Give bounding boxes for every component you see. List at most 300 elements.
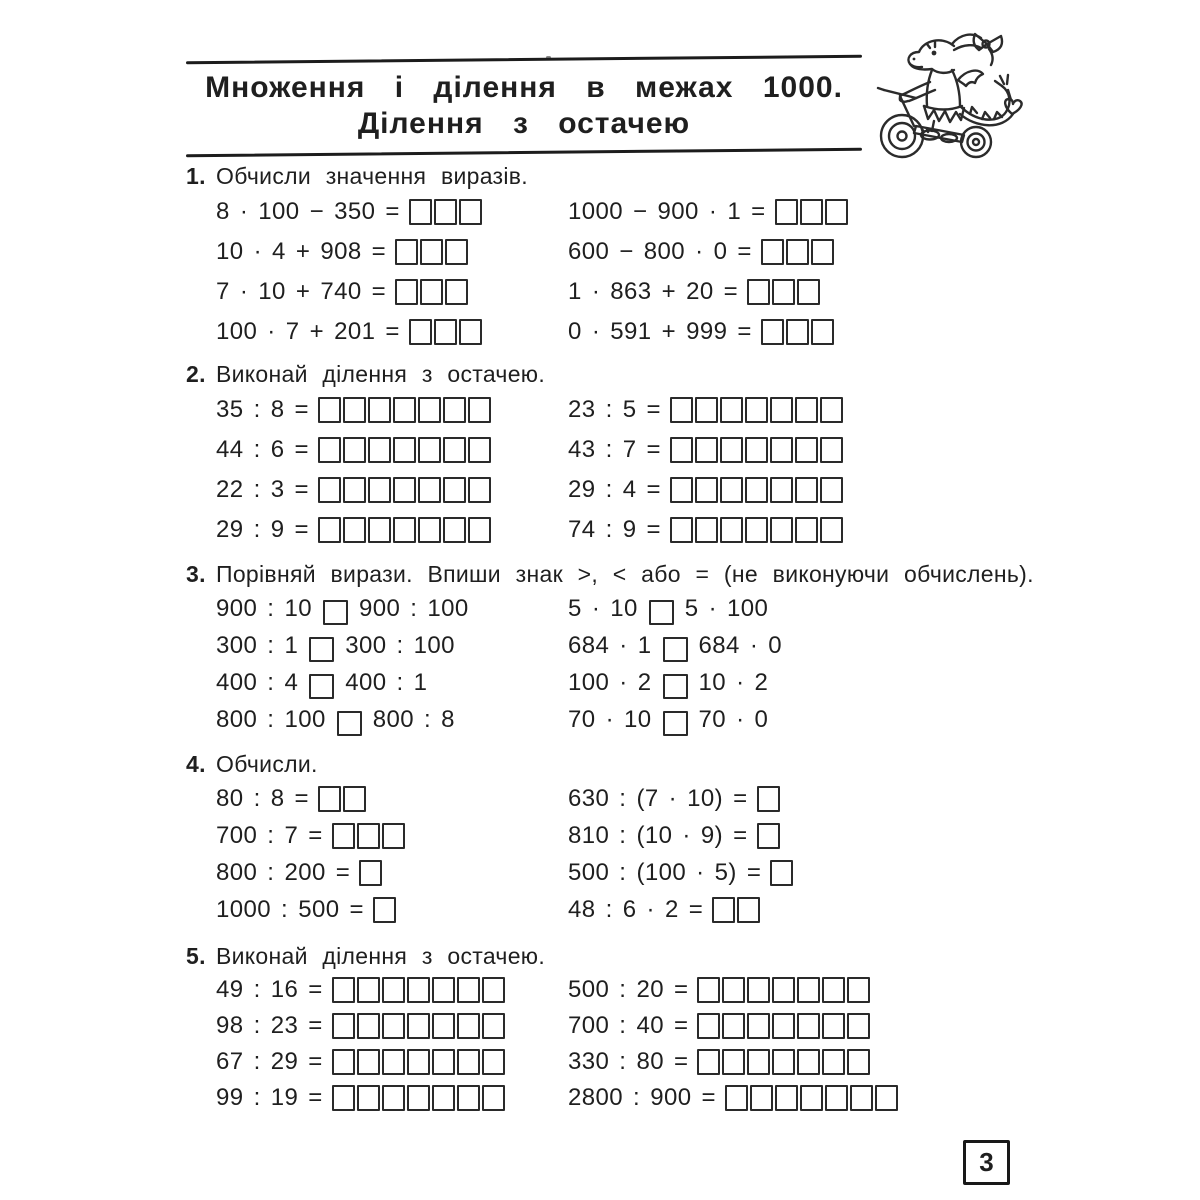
answer-box[interactable] <box>443 397 466 423</box>
answer-box[interactable] <box>695 517 718 543</box>
page-number-box <box>963 1140 1010 1185</box>
answer-box[interactable] <box>418 517 441 543</box>
exercise-right-cell <box>568 238 1066 266</box>
answer-box[interactable] <box>332 977 355 1003</box>
answer-boxes <box>332 1013 505 1039</box>
answer-box[interactable] <box>697 1013 720 1039</box>
answer-box[interactable] <box>373 897 396 923</box>
answer-box[interactable] <box>332 1049 355 1075</box>
answer-box[interactable] <box>318 786 341 812</box>
expression-text: 630 : (7 · 10) = <box>568 784 748 812</box>
exercise-left-cell <box>216 1048 568 1076</box>
answer-box[interactable] <box>797 1049 820 1075</box>
answer-boxes <box>318 397 491 423</box>
answer-box[interactable] <box>343 517 366 543</box>
comparison-box[interactable] <box>323 600 348 625</box>
answer-box[interactable] <box>747 279 770 305</box>
answer-box[interactable] <box>720 397 743 423</box>
answer-boxes <box>712 897 760 923</box>
answer-boxes <box>332 1049 505 1075</box>
answer-box[interactable] <box>468 437 491 463</box>
answer-box[interactable] <box>772 279 795 305</box>
answer-box[interactable] <box>770 397 793 423</box>
expression-text: 1000 : 500 = <box>216 895 364 923</box>
answer-box[interactable] <box>482 977 505 1003</box>
section-number: 3. <box>186 561 206 587</box>
answer-boxes <box>697 1013 870 1039</box>
page-title-line1: Множення і ділення в межах 1000. <box>205 71 843 104</box>
answer-box[interactable] <box>332 823 355 849</box>
answer-boxes <box>761 239 834 265</box>
answer-boxes <box>332 1085 505 1111</box>
answer-box[interactable] <box>382 1013 405 1039</box>
answer-box[interactable] <box>459 199 482 225</box>
section-1 <box>186 162 1066 352</box>
exercise-left-cell <box>216 436 568 464</box>
comparison-box[interactable] <box>663 711 688 736</box>
answer-box[interactable] <box>722 977 745 1003</box>
answer-boxes <box>775 199 848 225</box>
expression-text: 22 : 3 = <box>216 476 309 503</box>
answer-box[interactable] <box>712 897 735 923</box>
exercise-row <box>186 972 1066 1008</box>
answer-box[interactable] <box>409 319 432 345</box>
expression-text: 0 · 591 + 999 = <box>568 318 752 345</box>
section-header <box>186 942 1066 970</box>
answer-box[interactable] <box>432 1049 455 1075</box>
answer-box[interactable] <box>393 517 416 543</box>
comparison-box[interactable] <box>309 637 334 662</box>
answer-box[interactable] <box>382 977 405 1003</box>
section-title: Обчисли значення виразів. <box>216 163 528 189</box>
answer-box[interactable] <box>795 517 818 543</box>
answer-box[interactable] <box>797 977 820 1003</box>
answer-boxes <box>395 279 468 305</box>
answer-box[interactable] <box>770 517 793 543</box>
exercise-row <box>186 780 1066 817</box>
section-3 <box>186 560 1066 738</box>
answer-box[interactable] <box>418 477 441 503</box>
exercise-right-cell <box>568 785 1066 813</box>
exercise-row <box>186 1008 1066 1044</box>
answer-boxes <box>670 517 843 543</box>
answer-box[interactable] <box>847 977 870 1003</box>
comparison-box[interactable] <box>309 674 334 699</box>
exercise-right-cell <box>568 822 1066 850</box>
answer-box[interactable] <box>357 1085 380 1111</box>
answer-box[interactable] <box>432 977 455 1003</box>
title-block <box>186 58 862 154</box>
answer-box[interactable] <box>695 477 718 503</box>
section-2 <box>186 360 1066 550</box>
answer-box[interactable] <box>318 477 341 503</box>
answer-box[interactable] <box>357 1013 380 1039</box>
exercise-left-cell <box>216 198 568 226</box>
answer-box[interactable] <box>800 199 823 225</box>
answer-box[interactable] <box>482 1013 505 1039</box>
answer-box[interactable] <box>368 517 391 543</box>
answer-box[interactable] <box>786 319 809 345</box>
comparison-box[interactable] <box>649 600 674 625</box>
answer-box[interactable] <box>745 517 768 543</box>
section-number: 4. <box>186 751 206 777</box>
answer-box[interactable] <box>457 1013 480 1039</box>
answer-box[interactable] <box>468 397 491 423</box>
exercise-row <box>186 817 1066 854</box>
exercise-left-cell <box>216 238 568 266</box>
section-header <box>186 750 1066 778</box>
dragon-on-scooter-icon <box>864 26 1042 162</box>
answer-box[interactable] <box>811 319 834 345</box>
answer-boxes <box>318 477 491 503</box>
answer-box[interactable] <box>395 279 418 305</box>
answer-box[interactable] <box>670 397 693 423</box>
expression-text: 600 − 800 · 0 = <box>568 238 752 265</box>
answer-box[interactable] <box>445 239 468 265</box>
expression-right: 5 · 100 <box>684 594 769 622</box>
answer-boxes <box>697 1049 870 1075</box>
answer-box[interactable] <box>722 1013 745 1039</box>
answer-box[interactable] <box>382 1085 405 1111</box>
answer-box[interactable] <box>745 397 768 423</box>
exercise-left-cell <box>216 669 568 697</box>
expression-text: 2800 : 900 = <box>568 1084 716 1111</box>
answer-box[interactable] <box>443 477 466 503</box>
answer-box[interactable] <box>670 477 693 503</box>
answer-boxes <box>395 239 468 265</box>
section-header <box>186 360 1066 388</box>
answer-box[interactable] <box>697 1049 720 1075</box>
answer-box[interactable] <box>725 1085 748 1111</box>
answer-box[interactable] <box>720 517 743 543</box>
answer-box[interactable] <box>761 239 784 265</box>
answer-box[interactable] <box>847 1013 870 1039</box>
answer-box[interactable] <box>722 1049 745 1075</box>
answer-box[interactable] <box>695 397 718 423</box>
answer-box[interactable] <box>772 1013 795 1039</box>
answer-box[interactable] <box>343 477 366 503</box>
exercise-right-cell <box>568 1048 1066 1076</box>
answer-box[interactable] <box>772 1049 795 1075</box>
answer-box[interactable] <box>357 823 380 849</box>
expression-text: 44 : 6 = <box>216 436 309 463</box>
answer-box[interactable] <box>775 199 798 225</box>
expression-right: 900 : 100 <box>358 594 469 622</box>
answer-box[interactable] <box>670 517 693 543</box>
expression-text: 1 · 863 + 20 = <box>568 278 739 305</box>
expression-text: 23 : 5 = <box>568 396 661 423</box>
exercise-left-cell <box>216 706 568 734</box>
answer-box[interactable] <box>747 1049 770 1075</box>
exercise-left-cell <box>216 859 568 887</box>
exercise-left-cell <box>216 896 568 924</box>
exercise-row <box>186 312 1066 352</box>
answer-box[interactable] <box>797 1013 820 1039</box>
section-title: Виконай ділення з остачею. <box>216 361 546 387</box>
exercise-right-cell <box>568 476 1066 504</box>
answer-box[interactable] <box>395 239 418 265</box>
answer-box[interactable] <box>482 1049 505 1075</box>
expression-right: 10 · 2 <box>698 668 769 696</box>
section-header <box>186 162 1066 190</box>
expression-text: 1000 − 900 · 1 = <box>568 198 766 225</box>
section-header <box>186 560 1066 588</box>
answer-box[interactable] <box>459 319 482 345</box>
expression-left: 70 · 10 <box>568 705 652 733</box>
answer-box[interactable] <box>820 437 843 463</box>
answer-box[interactable] <box>720 437 743 463</box>
exercise-left-cell <box>216 1084 568 1112</box>
expression-left: 400 : 4 <box>216 668 299 696</box>
answer-box[interactable] <box>409 199 432 225</box>
answer-box[interactable] <box>357 977 380 1003</box>
answer-box[interactable] <box>822 1049 845 1075</box>
exercise-left-cell <box>216 516 568 544</box>
answer-box[interactable] <box>368 397 391 423</box>
answer-box[interactable] <box>772 977 795 1003</box>
answer-box[interactable] <box>357 1049 380 1075</box>
section-number: 2. <box>186 361 206 387</box>
exercise-left-cell <box>216 976 568 1004</box>
section-title: Виконай ділення з остачею. <box>216 943 546 969</box>
expression-right: 70 · 0 <box>698 705 769 733</box>
answer-box[interactable] <box>407 1049 430 1075</box>
answer-box[interactable] <box>407 977 430 1003</box>
answer-box[interactable] <box>332 1085 355 1111</box>
answer-box[interactable] <box>368 477 391 503</box>
section-4 <box>186 750 1066 928</box>
answer-box[interactable] <box>443 437 466 463</box>
answer-box[interactable] <box>407 1085 430 1111</box>
expression-text: 700 : 7 = <box>216 821 323 849</box>
exercise-left-cell <box>216 396 568 424</box>
exercise-row <box>186 891 1066 928</box>
answer-boxes <box>318 517 491 543</box>
answer-box[interactable] <box>786 239 809 265</box>
answer-box[interactable] <box>359 860 382 886</box>
comparison-box[interactable] <box>337 711 362 736</box>
answer-box[interactable] <box>737 897 760 923</box>
expression-left: 5 · 10 <box>568 594 638 622</box>
exercise-left-cell <box>216 632 568 660</box>
page-title <box>186 61 862 151</box>
answer-box[interactable] <box>695 437 718 463</box>
answer-box[interactable] <box>850 1085 873 1111</box>
expression-text: 330 : 80 = <box>568 1048 689 1075</box>
exercise-right-cell <box>568 595 1066 623</box>
answer-box[interactable] <box>847 1049 870 1075</box>
expression-text: 29 : 4 = <box>568 476 661 503</box>
answer-box[interactable] <box>393 397 416 423</box>
answer-box[interactable] <box>420 279 443 305</box>
answer-boxes <box>359 860 382 886</box>
expression-text: 99 : 19 = <box>216 1084 323 1111</box>
answer-box[interactable] <box>393 437 416 463</box>
exercise-row <box>186 470 1066 510</box>
answer-boxes <box>770 860 793 886</box>
answer-box[interactable] <box>757 823 780 849</box>
expression-text: 800 : 200 = <box>216 858 351 886</box>
expression-text: 48 : 6 · 2 = <box>568 895 704 923</box>
answer-boxes <box>409 199 482 225</box>
answer-box[interactable] <box>382 1049 405 1075</box>
expression-text: 10 · 4 + 908 = <box>216 238 387 265</box>
answer-boxes <box>747 279 820 305</box>
comparison-box[interactable] <box>663 674 688 699</box>
answer-box[interactable] <box>432 1013 455 1039</box>
answer-box[interactable] <box>432 1085 455 1111</box>
exercise-right-cell <box>568 976 1066 1004</box>
answer-box[interactable] <box>747 1013 770 1039</box>
exercise-left-cell <box>216 595 568 623</box>
answer-box[interactable] <box>343 786 366 812</box>
expression-text: 98 : 23 = <box>216 1012 323 1039</box>
section-5 <box>186 942 1066 1116</box>
answer-box[interactable] <box>318 437 341 463</box>
exercise-row <box>186 232 1066 272</box>
exercise-right-cell <box>568 706 1066 734</box>
answer-boxes <box>757 786 780 812</box>
answer-box[interactable] <box>825 199 848 225</box>
answer-box[interactable] <box>434 199 457 225</box>
answer-boxes <box>725 1085 898 1111</box>
answer-boxes <box>332 823 405 849</box>
exercise-left-cell <box>216 278 568 306</box>
answer-boxes <box>409 319 482 345</box>
exercise-left-cell <box>216 822 568 850</box>
exercise-right-cell <box>568 436 1066 464</box>
answer-box[interactable] <box>811 239 834 265</box>
exercise-left-cell <box>216 1012 568 1040</box>
answer-box[interactable] <box>420 239 443 265</box>
answer-box[interactable] <box>418 437 441 463</box>
answer-box[interactable] <box>770 437 793 463</box>
answer-box[interactable] <box>382 823 405 849</box>
answer-box[interactable] <box>368 437 391 463</box>
answer-box[interactable] <box>747 977 770 1003</box>
answer-boxes <box>670 397 843 423</box>
answer-box[interactable] <box>745 477 768 503</box>
exercise-row <box>186 627 1066 664</box>
section-title: Порівняй вирази. Впиши знак >, < або = (не виконуючи обчислень). <box>216 561 1034 587</box>
exercise-right-cell <box>568 1012 1066 1040</box>
answer-box[interactable] <box>825 1085 848 1111</box>
expression-text: 810 : (10 · 9) = <box>568 821 748 849</box>
expression-text: 500 : (100 · 5) = <box>568 858 762 886</box>
answer-box[interactable] <box>443 517 466 543</box>
exercise-row <box>186 590 1066 627</box>
answer-box[interactable] <box>457 1085 480 1111</box>
answer-box[interactable] <box>797 279 820 305</box>
exercise-right-cell <box>568 198 1066 226</box>
answer-box[interactable] <box>318 397 341 423</box>
answer-box[interactable] <box>468 517 491 543</box>
answer-box[interactable] <box>875 1085 898 1111</box>
sections-container <box>186 162 1066 1116</box>
exercise-right-cell <box>568 516 1066 544</box>
answer-box[interactable] <box>697 977 720 1003</box>
comparison-box[interactable] <box>663 637 688 662</box>
expression-right: 300 : 100 <box>345 631 455 659</box>
expression-left: 684 · 1 <box>568 631 652 659</box>
answer-box[interactable] <box>820 477 843 503</box>
answer-box[interactable] <box>343 397 366 423</box>
answer-box[interactable] <box>720 477 743 503</box>
answer-box[interactable] <box>318 517 341 543</box>
answer-box[interactable] <box>750 1085 773 1111</box>
answer-box[interactable] <box>757 786 780 812</box>
page-title-line2: Ділення з остачею <box>357 107 691 140</box>
answer-box[interactable] <box>775 1085 798 1111</box>
answer-boxes <box>761 319 834 345</box>
expression-text: 74 : 9 = <box>568 516 661 543</box>
answer-box[interactable] <box>745 437 768 463</box>
answer-box[interactable] <box>407 1013 430 1039</box>
answer-box[interactable] <box>770 860 793 886</box>
answer-box[interactable] <box>795 397 818 423</box>
answer-box[interactable] <box>800 1085 823 1111</box>
answer-boxes <box>332 977 505 1003</box>
exercise-left-cell <box>216 476 568 504</box>
answer-boxes <box>318 437 491 463</box>
answer-box[interactable] <box>434 319 457 345</box>
answer-box[interactable] <box>761 319 784 345</box>
answer-box[interactable] <box>332 1013 355 1039</box>
worksheet-content <box>186 0 1066 1116</box>
answer-box[interactable] <box>445 279 468 305</box>
exercise-row <box>186 701 1066 738</box>
answer-box[interactable] <box>820 517 843 543</box>
exercise-row <box>186 272 1066 312</box>
expression-text: 7 · 10 + 740 = <box>216 278 387 305</box>
answer-box[interactable] <box>418 397 441 423</box>
expression-text: 67 : 29 = <box>216 1048 323 1075</box>
expression-left: 100 · 2 <box>568 668 652 696</box>
exercise-left-cell <box>216 785 568 813</box>
answer-box[interactable] <box>770 477 793 503</box>
answer-boxes <box>318 786 366 812</box>
answer-box[interactable] <box>343 437 366 463</box>
answer-box[interactable] <box>795 437 818 463</box>
expression-text: 700 : 40 = <box>568 1012 689 1039</box>
answer-box[interactable] <box>468 477 491 503</box>
exercise-right-cell <box>568 396 1066 424</box>
expression-text: 80 : 8 = <box>216 784 309 812</box>
exercise-left-cell <box>216 318 568 346</box>
answer-box[interactable] <box>482 1085 505 1111</box>
expression-right: 684 · 0 <box>698 631 783 659</box>
exercise-row <box>186 664 1066 701</box>
expression-text: 29 : 9 = <box>216 516 309 543</box>
exercise-row <box>186 854 1066 891</box>
exercise-row <box>186 1044 1066 1080</box>
answer-box[interactable] <box>393 477 416 503</box>
answer-box[interactable] <box>795 477 818 503</box>
section-number: 5. <box>186 943 206 969</box>
answer-box[interactable] <box>822 977 845 1003</box>
answer-box[interactable] <box>822 1013 845 1039</box>
answer-box[interactable] <box>670 437 693 463</box>
answer-boxes <box>670 437 843 463</box>
answer-box[interactable] <box>820 397 843 423</box>
expression-text: 49 : 16 = <box>216 976 323 1003</box>
section-number: 1. <box>186 163 206 189</box>
answer-boxes <box>670 477 843 503</box>
expression-text: 500 : 20 = <box>568 976 689 1003</box>
expression-left: 900 : 10 <box>216 594 312 622</box>
answer-box[interactable] <box>457 977 480 1003</box>
answer-box[interactable] <box>457 1049 480 1075</box>
